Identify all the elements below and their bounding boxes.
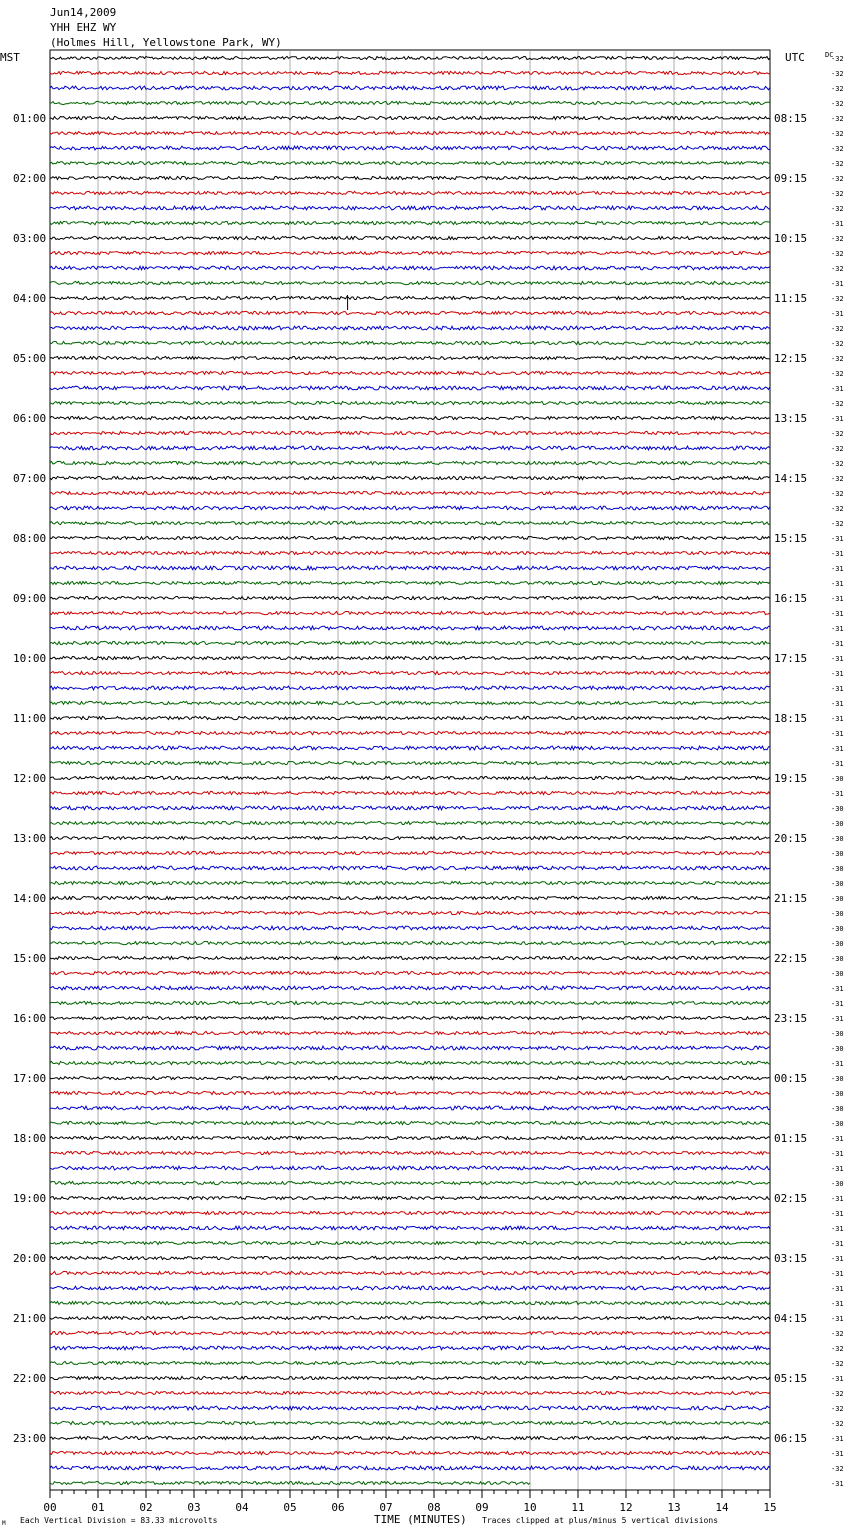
x-tick-label: 11	[571, 1501, 585, 1514]
dc-offset-label: -32	[831, 490, 844, 498]
dc-offset-label: -31	[831, 1240, 844, 1248]
right-hour-label: 00:15	[774, 1072, 808, 1085]
trace-row	[50, 566, 770, 570]
trace-row	[50, 1316, 770, 1319]
right-hour-label: 17:15	[774, 652, 808, 665]
trace-row	[50, 971, 770, 974]
dc-offset-label: -31	[831, 640, 844, 648]
dc-offset-label: -31	[831, 715, 844, 723]
dc-offset-label: -32	[831, 370, 844, 378]
dc-offset-label: -32	[831, 1360, 844, 1368]
right-hour-label: 05:15	[774, 1372, 808, 1385]
trace-row	[50, 671, 770, 674]
trace-row	[50, 716, 770, 719]
trace-row	[50, 1331, 770, 1334]
dc-offset-label: -32	[831, 250, 844, 258]
dc-offset-label: -31	[831, 745, 844, 753]
trace-row	[50, 71, 770, 74]
dc-offset-label: -30	[831, 955, 844, 963]
dc-offset-label: -32	[831, 400, 844, 408]
dc-offset-label: -32	[831, 355, 844, 363]
right-hour-label: 22:15	[774, 952, 808, 965]
trace-row	[50, 161, 770, 164]
dc-offset-label: -32	[831, 520, 844, 528]
right-hour-label: 14:15	[774, 472, 808, 485]
trace-row	[50, 221, 770, 224]
trace-row	[50, 701, 770, 704]
trace-row	[50, 1001, 770, 1004]
trace-row	[50, 446, 770, 450]
dc-offset-label: -31	[831, 1060, 844, 1068]
right-hour-label: 04:15	[774, 1312, 808, 1325]
trace-row	[50, 1421, 770, 1424]
trace-row	[50, 776, 770, 779]
dc-offset-label: -32	[831, 115, 844, 123]
trace-row	[50, 1226, 770, 1230]
trace-row	[50, 596, 770, 599]
trace-row	[50, 611, 770, 614]
corner-mark: M	[2, 1520, 6, 1527]
right-hour-label: 10:15	[774, 232, 808, 245]
dc-offset-label: -32	[831, 1420, 844, 1428]
left-hour-label: 08:00	[13, 532, 47, 545]
x-tick-label: 03	[187, 1501, 201, 1514]
trace-row	[50, 806, 770, 810]
dc-offset-label: -32	[831, 235, 844, 243]
location-label: (Holmes Hill, Yellowstone Park, WY)	[50, 36, 282, 49]
dc-offset-label: -30	[831, 775, 844, 783]
trace-row	[50, 896, 770, 899]
left-hour-label: 22:00	[13, 1372, 47, 1385]
trace-row	[50, 461, 770, 464]
right-hour-label: 12:15	[774, 352, 808, 365]
dc-offset-label: -31	[831, 580, 844, 588]
dc-offset-label: -32	[831, 55, 844, 63]
dc-offset-label: -31	[831, 550, 844, 558]
trace-row	[50, 56, 770, 59]
left-hour-label: 18:00	[13, 1132, 47, 1145]
dc-offset-label: -32	[831, 190, 844, 198]
trace-row	[50, 791, 770, 794]
dc-offset-label: -31	[831, 1150, 844, 1158]
x-tick-label: 02	[139, 1501, 153, 1514]
dc-offset-label: -32	[831, 205, 844, 213]
left-hour-label: 20:00	[13, 1252, 47, 1265]
trace-row	[50, 1271, 770, 1274]
dc-offset-label: -31	[831, 1165, 844, 1173]
dc-offset-label: -30	[831, 865, 844, 873]
dc-offset-label: -32	[831, 295, 844, 303]
trace-row	[50, 551, 770, 554]
dc-offset-label: -31	[831, 730, 844, 738]
dc-offset-label: -32	[831, 430, 844, 438]
dc-offset-label: -30	[831, 910, 844, 918]
left-hour-label: 10:00	[13, 652, 47, 665]
trace-row	[50, 821, 770, 824]
dc-offset-label: -31	[831, 385, 844, 393]
trace-row	[50, 206, 770, 210]
x-tick-label: 08	[427, 1501, 441, 1514]
dc-offset-label: -31	[831, 625, 844, 633]
dc-offset-label: -32	[831, 1390, 844, 1398]
dc-offset-label: -32	[831, 325, 844, 333]
dc-offset-label: -31	[831, 760, 844, 768]
trace-row	[50, 746, 770, 750]
trace-row	[50, 1166, 770, 1170]
trace-row	[50, 1406, 770, 1410]
trace-row	[50, 356, 770, 359]
trace-row	[50, 521, 770, 524]
dc-offset-label: -31	[831, 1255, 844, 1263]
dc-offset-label: -32	[831, 265, 844, 273]
right-hour-label: 02:15	[774, 1192, 808, 1205]
dc-offset-label: -31	[831, 670, 844, 678]
dc-offset-label: -31	[831, 535, 844, 543]
trace-row	[50, 761, 770, 764]
trace-row	[50, 1121, 770, 1124]
trace-row	[50, 851, 770, 854]
trace-row	[50, 1031, 770, 1034]
trace-row	[50, 926, 770, 930]
x-tick-label: 14	[715, 1501, 729, 1514]
dc-offset-label: -30	[831, 1090, 844, 1098]
dc-offset-label: -30	[831, 970, 844, 978]
trace-row	[50, 1196, 770, 1199]
trace-row	[50, 1136, 770, 1139]
trace-row	[50, 1451, 770, 1454]
left-hour-label: 21:00	[13, 1312, 47, 1325]
x-tick-label: 09	[475, 1501, 489, 1514]
trace-row	[50, 1091, 770, 1094]
trace-row	[50, 236, 770, 239]
left-hour-label: 13:00	[13, 832, 47, 845]
left-timezone-label: MST	[0, 51, 20, 64]
trace-row	[50, 1361, 770, 1364]
trace-row	[50, 626, 770, 630]
right-hour-label: 06:15	[774, 1432, 808, 1445]
x-tick-label: 15	[763, 1501, 777, 1514]
x-tick-label: 13	[667, 1501, 681, 1514]
dc-offset-label: -30	[831, 1120, 844, 1128]
left-hour-label: 23:00	[13, 1432, 47, 1445]
dc-offset-label: -32	[831, 85, 844, 93]
trace-row	[50, 341, 770, 344]
dc-offset-label: -32	[831, 160, 844, 168]
dc-offset-label: -31	[831, 685, 844, 693]
trace-row	[50, 1256, 770, 1259]
trace-row	[50, 491, 770, 494]
trace-row	[50, 116, 770, 119]
dc-offset-label: -30	[831, 1045, 844, 1053]
x-tick-label: 05	[283, 1501, 297, 1514]
right-hour-label: 18:15	[774, 712, 808, 725]
dc-offset-label: -32	[831, 1345, 844, 1353]
x-tick-label: 00	[43, 1501, 57, 1514]
trace-row	[50, 1241, 770, 1244]
dc-offset-label: -32	[831, 445, 844, 453]
trace-row	[50, 371, 770, 374]
left-hour-label: 12:00	[13, 772, 47, 785]
right-hour-label: 13:15	[774, 412, 808, 425]
dc-offset-label: -32	[831, 505, 844, 513]
left-hour-label: 11:00	[13, 712, 47, 725]
trace-row	[50, 641, 770, 644]
trace-row	[50, 146, 770, 150]
dc-offset-label: -31	[831, 1315, 844, 1323]
trace-row	[50, 1436, 770, 1439]
left-hour-label: 07:00	[13, 472, 47, 485]
trace-row	[50, 1016, 770, 1019]
trace-row	[50, 986, 770, 990]
trace-row	[50, 281, 770, 284]
trace-row	[50, 941, 770, 944]
trace-row	[50, 1466, 770, 1470]
dc-offset-label: -32	[831, 340, 844, 348]
dc-offset-label: -30	[831, 805, 844, 813]
dc-offset-label: -31	[831, 1285, 844, 1293]
right-hour-label: 23:15	[774, 1012, 808, 1025]
dc-offset-label: -32	[831, 130, 844, 138]
dc-offset-label: -31	[831, 280, 844, 288]
dc-offset-label: -31	[831, 1450, 844, 1458]
trace-row	[50, 401, 770, 404]
trace-row	[50, 266, 770, 270]
trace-row	[50, 176, 770, 179]
dc-offset-label: -30	[831, 1075, 844, 1083]
trace-row	[50, 1391, 770, 1394]
trace-row	[50, 911, 770, 914]
dc-offset-label: -31	[831, 1210, 844, 1218]
station-label: YHH EHZ WY	[50, 21, 117, 34]
dc-offset-label: -31	[831, 595, 844, 603]
dc-offset-label: -31	[831, 1480, 844, 1488]
dc-offset-label: -32	[831, 1465, 844, 1473]
trace-row	[50, 731, 770, 734]
dc-offset-label: -31	[831, 1195, 844, 1203]
left-hour-label: 01:00	[13, 112, 47, 125]
dc-offset-label: -31	[831, 1375, 844, 1383]
trace-row	[50, 536, 770, 539]
trace-row	[50, 476, 770, 479]
right-hour-label: 20:15	[774, 832, 808, 845]
right-hour-label: 21:15	[774, 892, 808, 905]
trace-row	[50, 311, 770, 314]
left-hour-label: 14:00	[13, 892, 47, 905]
dc-offset-label: -31	[831, 985, 844, 993]
date-label: Jun14,2009	[50, 6, 117, 19]
trace-row	[50, 1376, 770, 1379]
dc-offset-label: -32	[831, 1330, 844, 1338]
dc-offset-label: -31	[831, 610, 844, 618]
x-tick-label: 01	[91, 1501, 105, 1514]
left-hour-label: 04:00	[13, 292, 47, 305]
dc-offset-label: -31	[831, 1135, 844, 1143]
right-hour-label: 16:15	[774, 592, 808, 605]
trace-row	[50, 1346, 770, 1350]
trace-row	[50, 1301, 770, 1304]
trace-row	[50, 1076, 770, 1079]
left-hour-label: 03:00	[13, 232, 47, 245]
dc-offset-label: -32	[831, 475, 844, 483]
dc-offset-label: -30	[831, 1105, 844, 1113]
trace-row	[50, 1106, 770, 1110]
x-tick-label: 04	[235, 1501, 249, 1514]
dc-offset-label: -31	[831, 1270, 844, 1278]
x-axis-title: TIME (MINUTES)	[374, 1513, 467, 1526]
trace-row	[50, 881, 770, 884]
left-hour-label: 16:00	[13, 1012, 47, 1025]
dc-offset-label: -32	[831, 100, 844, 108]
left-hour-label: 17:00	[13, 1072, 47, 1085]
trace-row	[50, 386, 770, 390]
trace-row	[50, 431, 770, 434]
x-tick-label: 07	[379, 1501, 393, 1514]
dc-offset-label: -30	[831, 925, 844, 933]
x-tick-label: 12	[619, 1501, 633, 1514]
dc-label: DC	[825, 51, 834, 59]
dc-offset-label: -31	[831, 310, 844, 318]
trace-row	[50, 836, 770, 839]
left-hour-label: 15:00	[13, 952, 47, 965]
dc-offset-label: -31	[831, 220, 844, 228]
x-tick-label: 06	[331, 1501, 345, 1514]
dc-offset-label: -30	[831, 850, 844, 858]
dc-offset-label: -31	[831, 1000, 844, 1008]
trace-row	[50, 416, 770, 419]
dc-offset-label: -30	[831, 1180, 844, 1188]
dc-offset-label: -30	[831, 835, 844, 843]
dc-offset-label: -32	[831, 1405, 844, 1413]
dc-offset-label: -31	[831, 415, 844, 423]
right-hour-label: 09:15	[774, 172, 808, 185]
dc-offset-label: -30	[831, 940, 844, 948]
left-hour-label: 05:00	[13, 352, 47, 365]
dc-offset-label: -32	[831, 145, 844, 153]
dc-offset-label: -30	[831, 880, 844, 888]
scale-note: Each Vertical Division = 83.33 microvolts	[20, 1516, 218, 1525]
right-timezone-label: UTC	[785, 51, 805, 64]
left-hour-label: 19:00	[13, 1192, 47, 1205]
dc-offset-label: -31	[831, 700, 844, 708]
trace-row	[50, 686, 770, 690]
trace-row	[50, 581, 770, 584]
trace-row	[50, 1061, 770, 1064]
dc-offset-label: -31	[831, 655, 844, 663]
left-hour-label: 06:00	[13, 412, 47, 425]
left-hour-label: 02:00	[13, 172, 47, 185]
dc-offset-label: -32	[831, 175, 844, 183]
trace-row	[50, 86, 770, 90]
right-hour-label: 08:15	[774, 112, 808, 125]
trace-row	[50, 326, 770, 330]
dc-offset-label: -31	[831, 1225, 844, 1233]
dc-offset-label: -30	[831, 1030, 844, 1038]
trace-row	[50, 1181, 770, 1184]
dc-offset-label: -31	[831, 565, 844, 573]
trace-row	[50, 656, 770, 659]
dc-offset-label: -31	[831, 1435, 844, 1443]
dc-offset-label: -31	[831, 790, 844, 798]
right-hour-label: 01:15	[774, 1132, 808, 1145]
dc-offset-label: -32	[831, 70, 844, 78]
trace-row	[50, 131, 770, 134]
dc-offset-label: -30	[831, 895, 844, 903]
dc-offset-label: -32	[831, 460, 844, 468]
trace-row	[50, 191, 770, 194]
trace-row	[50, 251, 770, 254]
trace-row	[50, 295, 770, 310]
trace-row	[50, 956, 770, 959]
trace-row	[50, 506, 770, 510]
trace-row	[50, 101, 770, 104]
trace-row	[50, 1151, 770, 1154]
left-hour-label: 09:00	[13, 592, 47, 605]
right-hour-label: 03:15	[774, 1252, 808, 1265]
right-hour-label: 11:15	[774, 292, 808, 305]
right-hour-label: 15:15	[774, 532, 808, 545]
trace-row	[50, 1211, 770, 1214]
trace-row	[50, 866, 770, 870]
dc-offset-label: -31	[831, 1015, 844, 1023]
dc-offset-label: -30	[831, 820, 844, 828]
dc-offset-label: -31	[831, 1300, 844, 1308]
trace-row	[50, 1046, 770, 1050]
right-hour-label: 19:15	[774, 772, 808, 785]
clip-note: Traces clipped at plus/minus 5 vertical divisions	[482, 1516, 719, 1525]
x-tick-label: 10	[523, 1501, 537, 1514]
trace-row	[50, 1286, 770, 1290]
